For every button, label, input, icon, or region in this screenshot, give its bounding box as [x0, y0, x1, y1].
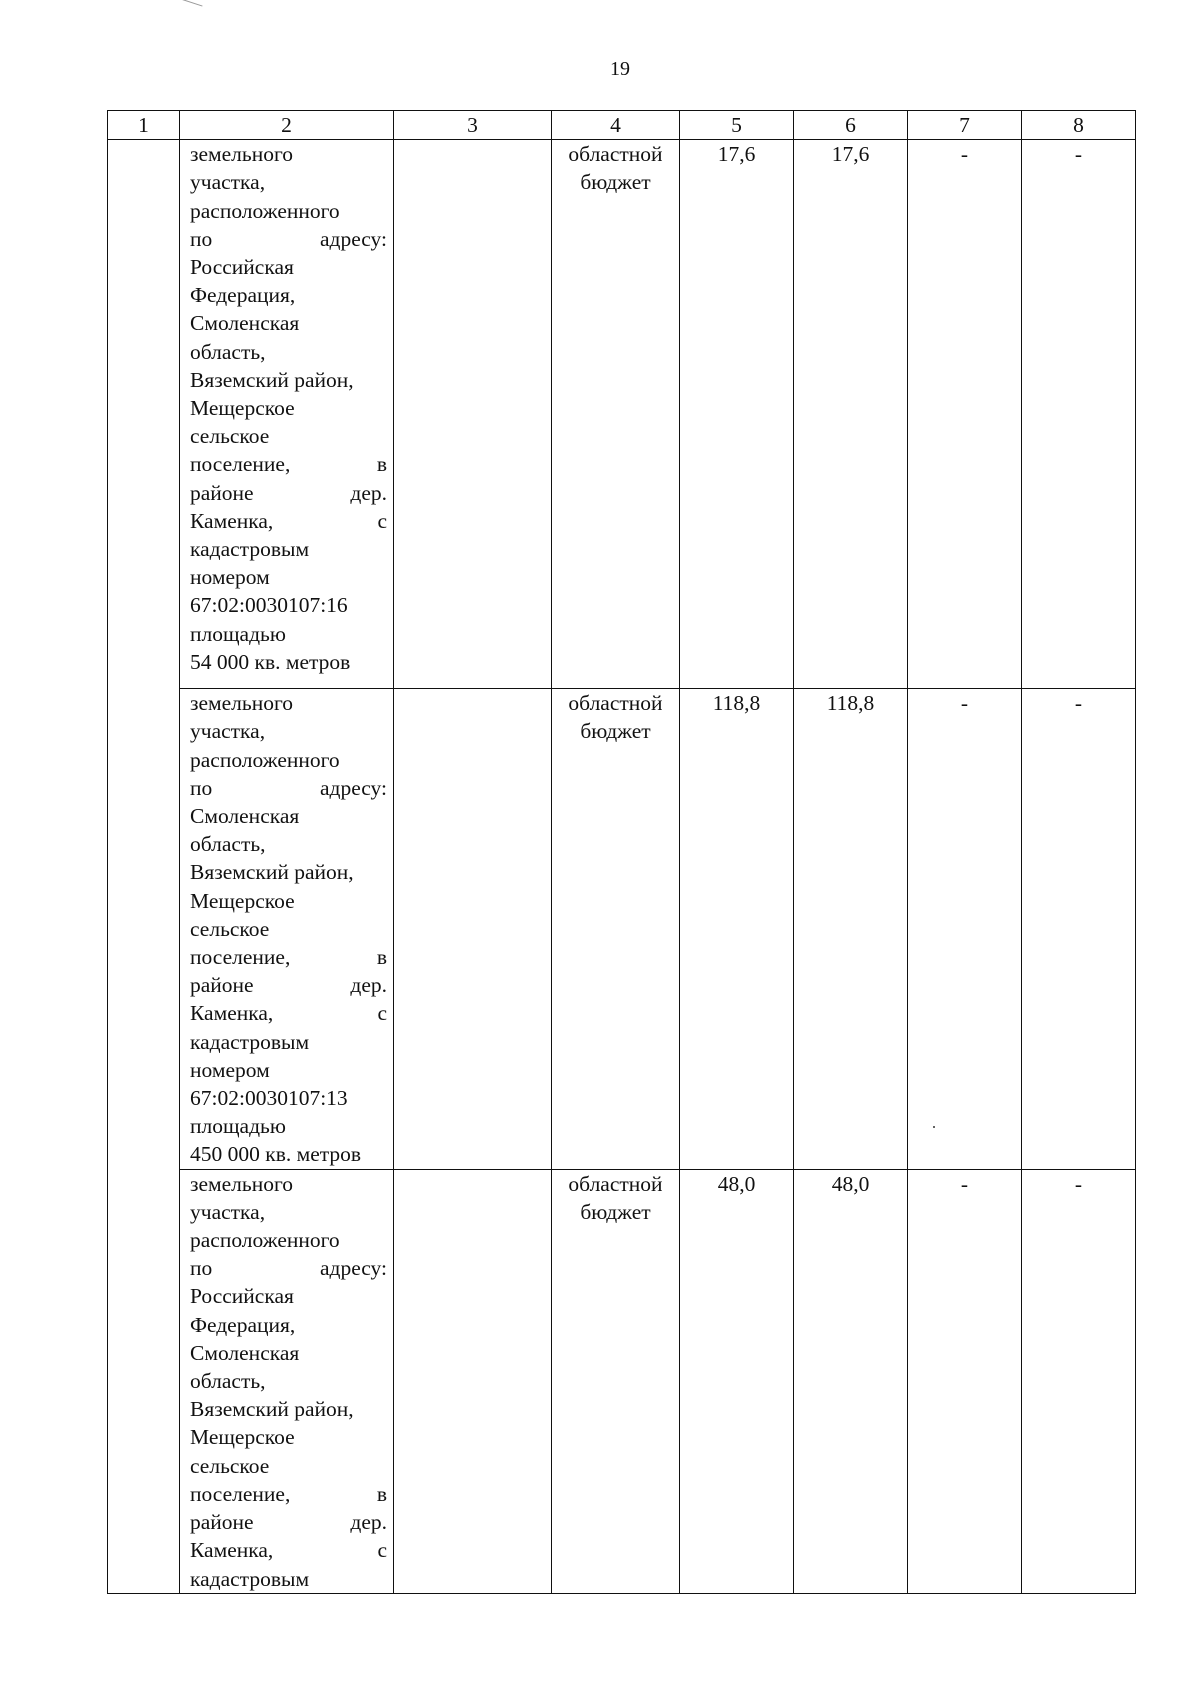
dash-cell: -	[908, 1169, 1022, 1593]
description-line: по адресу:	[190, 1256, 387, 1281]
description-line: Мещерское	[190, 1425, 295, 1450]
dash-cell: -	[1022, 689, 1136, 1169]
col3-cell	[394, 1169, 552, 1593]
funding-source-line: областной	[568, 691, 663, 716]
description-line: площадью	[190, 1114, 286, 1139]
description-line: по адресу:	[190, 775, 387, 800]
description-cell	[180, 689, 394, 1169]
description-line: кадастровым	[190, 1566, 310, 1591]
description-line: Мещерское	[190, 888, 295, 913]
col3-cell	[394, 689, 552, 1169]
description-line: районе дер.	[190, 1510, 387, 1535]
description-line: Российская	[190, 1284, 294, 1309]
page-number: 19	[610, 58, 630, 80]
dash-cell: -	[1022, 1169, 1136, 1593]
scan-mark	[179, 0, 202, 12]
description-line: кадастровым	[190, 537, 310, 562]
table-row	[108, 1169, 1136, 1593]
row-number-cell	[108, 140, 180, 1594]
description-line: Каменка, с	[190, 508, 387, 533]
description-line: земельного	[190, 142, 294, 167]
table-row	[108, 140, 1136, 689]
funding-source-cell	[552, 140, 680, 689]
funding-source-line: бюджет	[580, 1199, 651, 1224]
dash-cell: -	[1022, 140, 1136, 689]
description-line: площадью	[190, 621, 286, 646]
description-line: Каменка, с	[190, 1001, 387, 1026]
budget-table	[107, 110, 1136, 1594]
column-header-8: 8	[1022, 111, 1136, 140]
col3-cell	[394, 140, 552, 689]
column-header-1: 1	[108, 111, 180, 140]
description-line: Российская	[190, 255, 294, 280]
description-line: участка,	[190, 170, 266, 195]
description-line: кадастровым	[190, 1029, 310, 1054]
description-line: сельское	[190, 916, 270, 941]
amount-cell: 118,8	[680, 689, 794, 1169]
description-line: Каменка, с	[190, 1538, 387, 1563]
amount-cell: 48,0	[680, 1169, 794, 1593]
description-line: область,	[190, 832, 266, 857]
dash-cell: -	[908, 689, 1022, 1169]
description-cell	[180, 140, 394, 689]
description-cell	[180, 1169, 394, 1593]
description-line: Федерация,	[190, 283, 296, 308]
description-line: 67:02:0030107:16	[190, 593, 348, 618]
dash-cell: -	[908, 140, 1022, 689]
description-line: 54 000 кв. метров	[190, 649, 351, 674]
table-row	[108, 689, 1136, 1169]
description-line: Смоленская	[190, 311, 300, 336]
description-line: расположенного	[190, 1228, 340, 1253]
column-header-5: 5	[680, 111, 794, 140]
description-line: земельного	[190, 691, 294, 716]
description-line: районе дер.	[190, 480, 387, 505]
table-header-row	[108, 111, 1136, 140]
description-line: Мещерское	[190, 396, 295, 421]
funding-source-cell	[552, 689, 680, 1169]
description-line: сельское	[190, 424, 270, 449]
amount-cell: 17,6	[794, 140, 908, 689]
description-line: участка,	[190, 1199, 266, 1224]
description-line: по адресу:	[190, 226, 387, 251]
description-line: Смоленская	[190, 1340, 300, 1365]
description-line: сельское	[190, 1453, 270, 1478]
column-header-4: 4	[552, 111, 680, 140]
amount-cell: 118,8	[794, 689, 908, 1169]
description-line: Федерация,	[190, 1312, 296, 1337]
description-line: расположенного	[190, 198, 340, 223]
description-line: поселение, в	[190, 945, 387, 970]
amount-cell: 17,6	[680, 140, 794, 689]
description-line: земельного	[190, 1171, 294, 1196]
description-line: номером	[190, 565, 270, 590]
funding-source-line: областной	[568, 1171, 663, 1196]
description-line: поселение, в	[190, 452, 387, 477]
description-line: участка,	[190, 719, 266, 744]
description-line: Смоленская	[190, 804, 300, 829]
column-header-2: 2	[180, 111, 394, 140]
description-line: область,	[190, 1369, 266, 1394]
description-line: районе дер.	[190, 973, 387, 998]
description-line: 450 000 кв. метров	[190, 1142, 362, 1167]
description-line: Вяземский район,	[190, 367, 354, 392]
funding-source-line: бюджет	[580, 719, 651, 744]
column-header-7: 7	[908, 111, 1022, 140]
scan-dot	[933, 1126, 935, 1128]
funding-source-line: областной	[568, 142, 663, 167]
funding-source-cell	[552, 1169, 680, 1593]
description-line: расположенного	[190, 747, 340, 772]
column-header-6: 6	[794, 111, 908, 140]
amount-cell: 48,0	[794, 1169, 908, 1593]
column-header-3: 3	[394, 111, 552, 140]
description-line: Вяземский район,	[190, 1397, 354, 1422]
funding-source-line: бюджет	[580, 170, 651, 195]
description-line: номером	[190, 1057, 270, 1082]
description-line: 67:02:0030107:13	[190, 1086, 348, 1111]
description-line: поселение, в	[190, 1481, 387, 1506]
description-line: область,	[190, 339, 266, 364]
description-line: Вяземский район,	[190, 860, 354, 885]
